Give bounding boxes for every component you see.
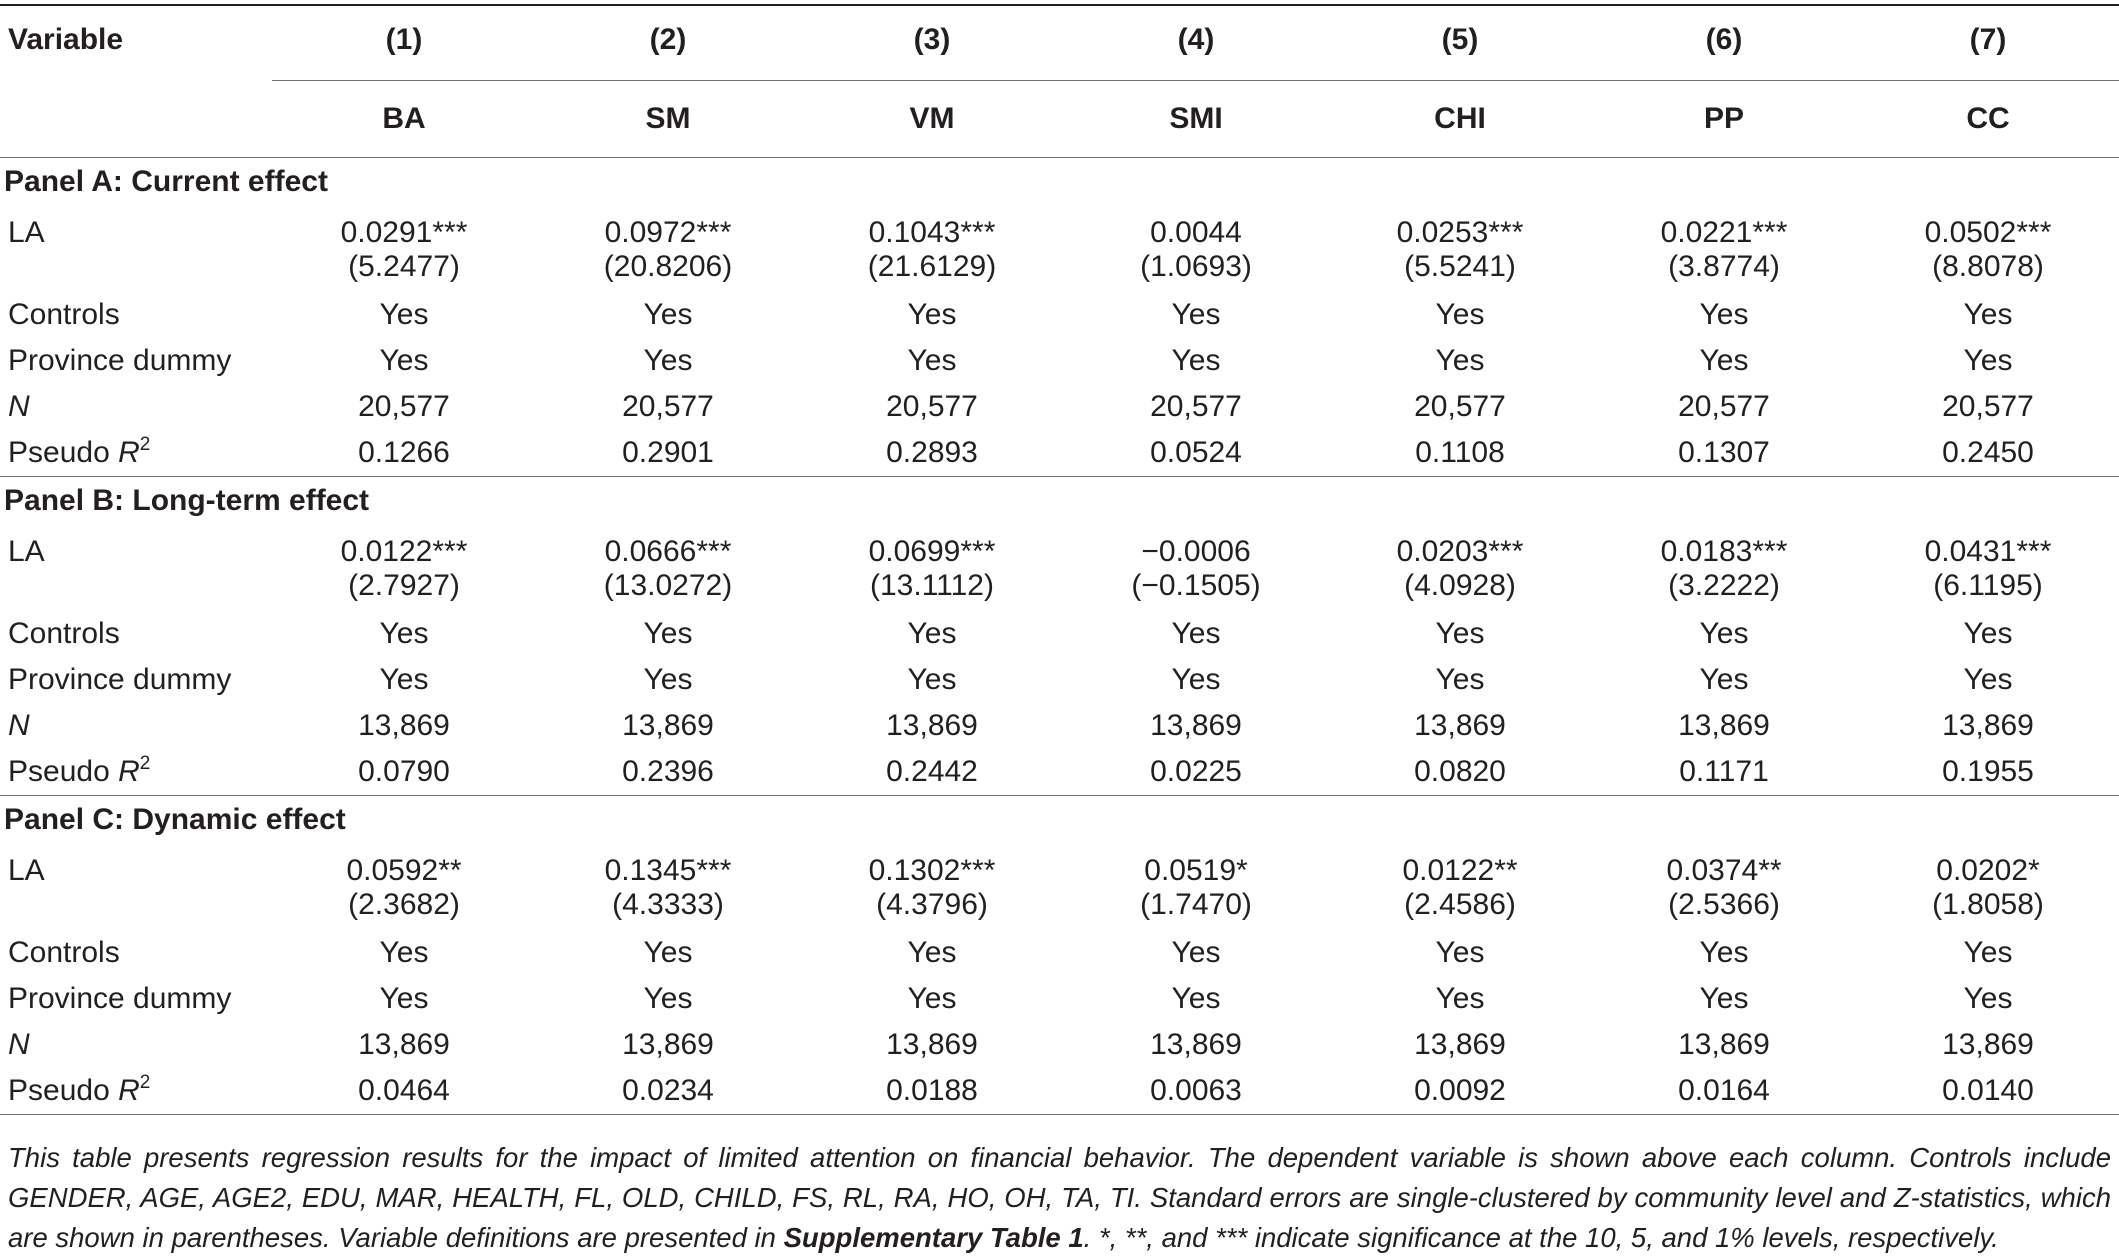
pseudo-r2-value: 0.0820	[1414, 755, 1506, 788]
table-row-zstat	[0, 888, 2119, 930]
province-value: Yes	[1699, 344, 1749, 377]
z-statistic: (2.5366)	[1668, 888, 1780, 921]
z-statistic: (4.3796)	[876, 888, 988, 921]
table-row-pseudo-r2	[0, 1068, 2119, 1115]
n-value: 13,869	[1942, 709, 2034, 742]
pseudo-r2-value: 0.1171	[1679, 755, 1769, 788]
pseudo-r2-value: 0.0234	[622, 1074, 714, 1107]
row-label-la: LA	[8, 854, 45, 887]
province-value: Yes	[907, 663, 957, 696]
controls-value: Yes	[379, 617, 429, 650]
row-label-province: Province dummy	[8, 344, 232, 377]
pseudo-r2-value: 0.2901	[622, 436, 714, 469]
n-value: 20,577	[622, 390, 714, 423]
r-symbol: R	[118, 436, 140, 469]
controls-value: Yes	[643, 298, 693, 331]
pseudo-r2-value: 0.0063	[1150, 1074, 1242, 1107]
la-coefficient: 0.1043***	[868, 216, 996, 249]
pseudo-label-text: Pseudo	[8, 755, 119, 788]
table-bottom-rule	[0, 1115, 2119, 1122]
province-value: Yes	[1171, 663, 1221, 696]
z-statistic: (2.3682)	[348, 888, 460, 921]
supplementary-table-link[interactable]: Supplementary Table 1	[783, 1222, 1084, 1253]
controls-value: Yes	[1435, 617, 1485, 650]
row-label-n: N	[8, 709, 30, 742]
n-value: 13,869	[622, 1028, 714, 1061]
pseudo-label-text: Pseudo	[8, 436, 119, 469]
province-value: Yes	[643, 344, 693, 377]
column-number: (6)	[1705, 23, 1743, 56]
n-value: 20,577	[1942, 390, 2034, 423]
la-coefficient: 0.0592**	[346, 854, 462, 887]
province-value: Yes	[1435, 982, 1485, 1015]
pseudo-r2-value: 0.0225	[1150, 755, 1242, 788]
controls-value: Yes	[1435, 936, 1485, 969]
z-statistic: (3.2222)	[1668, 569, 1780, 602]
z-statistic: (1.0693)	[1140, 250, 1252, 283]
bottom-rule-cell	[0, 1115, 2119, 1122]
la-coefficient: 0.0699***	[868, 535, 996, 568]
header-row-numbers	[0, 0, 2119, 81]
la-coefficient: −0.0006	[1141, 535, 1251, 568]
n-value: 13,869	[886, 709, 978, 742]
column-number: (1)	[385, 23, 423, 56]
n-value: 20,577	[1414, 390, 1506, 423]
controls-value: Yes	[379, 936, 429, 969]
column-number: (2)	[649, 23, 687, 56]
n-value: 13,869	[1678, 1028, 1770, 1061]
controls-value: Yes	[907, 936, 957, 969]
row-label-province: Province dummy	[8, 982, 232, 1015]
la-coefficient: 0.1345***	[604, 854, 732, 887]
controls-value: Yes	[1171, 298, 1221, 331]
panel-title-row	[0, 158, 2119, 207]
table-row-province	[0, 338, 2119, 384]
column-name: PP	[1592, 81, 1856, 158]
header-row-names	[0, 81, 2119, 158]
n-value: 13,869	[886, 1028, 978, 1061]
la-coefficient: 0.0202*	[1936, 854, 2040, 887]
province-value: Yes	[1435, 344, 1485, 377]
table-row-la	[0, 206, 2119, 250]
table-row-controls	[0, 611, 2119, 657]
n-value: 13,869	[1414, 709, 1506, 742]
controls-value: Yes	[1435, 298, 1485, 331]
la-coefficient: 0.0203***	[1396, 535, 1524, 568]
controls-value: Yes	[1963, 298, 2013, 331]
variable-header: Variable	[8, 23, 124, 57]
controls-value: Yes	[1699, 617, 1749, 650]
z-statistic: (−0.1505)	[1131, 569, 1261, 602]
la-coefficient: 0.0666***	[604, 535, 732, 568]
row-label-empty	[0, 569, 272, 611]
n-value: 13,869	[1942, 1028, 2034, 1061]
table-row-controls	[0, 292, 2119, 338]
province-value: Yes	[1963, 982, 2013, 1015]
controls-value: Yes	[1699, 936, 1749, 969]
column-name: BA	[272, 81, 536, 158]
z-statistic: (1.7470)	[1140, 888, 1252, 921]
row-label-pseudo-r2	[0, 430, 272, 477]
controls-value: Yes	[1963, 936, 2013, 969]
la-coefficient: 0.0519*	[1144, 854, 1248, 887]
column-number: (7)	[1969, 23, 2007, 56]
n-value: 13,869	[1414, 1028, 1506, 1061]
row-label-controls: Controls	[8, 298, 120, 331]
province-value: Yes	[907, 344, 957, 377]
province-value: Yes	[643, 982, 693, 1015]
province-value: Yes	[1963, 344, 2013, 377]
table-row-controls	[0, 930, 2119, 976]
province-value: Yes	[907, 982, 957, 1015]
la-coefficient: 0.0431***	[1924, 535, 2052, 568]
z-statistic: (1.8058)	[1932, 888, 2044, 921]
table-row-zstat	[0, 569, 2119, 611]
pseudo-r2-value: 0.2450	[1942, 436, 2034, 469]
panel-title: Panel A: Current effect	[0, 158, 2119, 207]
table-row-n	[0, 703, 2119, 749]
row-label-n: N	[8, 1028, 30, 1061]
province-value: Yes	[1699, 663, 1749, 696]
la-coefficient: 0.0221***	[1660, 216, 1788, 249]
table-row-province	[0, 657, 2119, 703]
column-name: VM	[800, 81, 1064, 158]
panel-title-row	[0, 796, 2119, 845]
panel-title-row	[0, 477, 2119, 526]
z-statistic: (13.0272)	[603, 569, 733, 602]
z-statistic: (6.1195)	[1933, 569, 2043, 602]
pseudo-r2-value: 0.1955	[1942, 755, 2034, 788]
la-coefficient: 0.0291***	[340, 216, 468, 249]
pseudo-r2-value: 0.2396	[622, 755, 714, 788]
pseudo-r2-value: 0.2442	[886, 755, 978, 788]
z-statistic: (4.0928)	[1404, 569, 1516, 602]
z-statistic: (4.3333)	[612, 888, 724, 921]
table-row-la	[0, 844, 2119, 888]
controls-value: Yes	[643, 617, 693, 650]
province-value: Yes	[379, 982, 429, 1015]
n-value: 13,869	[358, 709, 450, 742]
pseudo-r2-value: 0.0464	[358, 1074, 450, 1107]
controls-value: Yes	[379, 298, 429, 331]
controls-value: Yes	[907, 298, 957, 331]
controls-value: Yes	[1699, 298, 1749, 331]
panel-title: Panel C: Dynamic effect	[0, 796, 2119, 845]
r-symbol: R	[118, 1074, 140, 1107]
r-superscript: 2	[139, 1072, 151, 1093]
table-row-province	[0, 976, 2119, 1022]
pseudo-r2-value: 0.0790	[358, 755, 450, 788]
la-coefficient: 0.0183***	[1660, 535, 1788, 568]
province-value: Yes	[1435, 663, 1485, 696]
pseudo-r2-value: 0.0188	[886, 1074, 978, 1107]
la-coefficient: 0.0502***	[1924, 216, 2052, 249]
z-statistic: (13.1112)	[870, 569, 994, 602]
pseudo-r2-value: 0.1266	[358, 436, 450, 469]
row-label-controls: Controls	[8, 617, 120, 650]
la-coefficient: 0.0972***	[604, 216, 732, 249]
r-superscript: 2	[139, 753, 151, 774]
row-label-controls: Controls	[8, 936, 120, 969]
province-value: Yes	[643, 663, 693, 696]
n-value: 13,869	[358, 1028, 450, 1061]
la-coefficient: 0.0253***	[1396, 216, 1524, 249]
row-label-empty	[0, 888, 272, 930]
z-statistic: (2.7927)	[348, 569, 460, 602]
province-value: Yes	[1699, 982, 1749, 1015]
pseudo-r2-value: 0.2893	[886, 436, 978, 469]
n-value: 13,869	[622, 709, 714, 742]
province-value: Yes	[379, 663, 429, 696]
n-value: 13,869	[1150, 709, 1242, 742]
province-value: Yes	[1963, 663, 2013, 696]
controls-value: Yes	[1171, 617, 1221, 650]
table-row-n	[0, 1022, 2119, 1068]
la-coefficient: 0.0122**	[1402, 854, 1518, 887]
footnote-text-end: . *, **, and *** indicate significance at the 10, 5, and 1% levels, respectively.	[1083, 1222, 1999, 1253]
pseudo-r2-value: 0.1108	[1415, 436, 1505, 469]
row-label-province: Province dummy	[8, 663, 232, 696]
z-statistic: (21.6129)	[867, 250, 997, 283]
column-number: (5)	[1441, 23, 1479, 56]
r-symbol: R	[118, 755, 140, 788]
z-statistic: (2.4586)	[1404, 888, 1516, 921]
pseudo-r2-value: 0.0092	[1414, 1074, 1506, 1107]
column-number: (3)	[913, 23, 951, 56]
la-coefficient: 0.1302***	[868, 854, 996, 887]
la-coefficient: 0.0122***	[340, 535, 468, 568]
footnote-text: This table presents regression results for the impact of limited attention on financial behavior. The dependent variable is shown above each column. Controls include GENDER, AGE, AGE2, EDU, MAR, HEALTH, FL, OLD, CHILD, FS, RL, RA, HO, OH, TA, TI. Standard errors are single-clustered by community level and Z-statistics, which are shown in parentheses. Variable definitions are presented in	[8, 1142, 2111, 1253]
table-footnote	[8, 1138, 2111, 1258]
n-value: 20,577	[1150, 390, 1242, 423]
row-label-la: LA	[8, 535, 45, 568]
table-row-pseudo-r2	[0, 749, 2119, 796]
panel-title: Panel B: Long-term effect	[0, 477, 2119, 526]
province-value: Yes	[1171, 344, 1221, 377]
pseudo-r2-value: 0.0140	[1942, 1074, 2034, 1107]
column-name: SMI	[1064, 81, 1328, 158]
pseudo-r2-value: 0.0524	[1150, 436, 1242, 469]
pseudo-r2-value: 0.0164	[1678, 1074, 1770, 1107]
z-statistic: (20.8206)	[603, 250, 733, 283]
row-label-pseudo-r2	[0, 749, 272, 796]
la-coefficient: 0.0044	[1150, 216, 1242, 249]
column-name: CC	[1856, 81, 2119, 158]
controls-value: Yes	[1171, 936, 1221, 969]
n-value: 13,869	[1678, 709, 1770, 742]
row-label-la: LA	[8, 216, 45, 249]
controls-value: Yes	[643, 936, 693, 969]
column-number: (4)	[1177, 23, 1215, 56]
row-label-n: N	[8, 390, 30, 423]
n-value: 20,577	[358, 390, 450, 423]
r-superscript: 2	[139, 434, 151, 455]
column-name: SM	[536, 81, 800, 158]
pseudo-label-text: Pseudo	[8, 1074, 119, 1107]
province-value: Yes	[1171, 982, 1221, 1015]
n-value: 20,577	[886, 390, 978, 423]
table-row-pseudo-r2	[0, 430, 2119, 477]
table-row-la	[0, 525, 2119, 569]
z-statistic: (5.5241)	[1404, 250, 1516, 283]
z-statistic: (3.8774)	[1668, 250, 1780, 283]
province-value: Yes	[379, 344, 429, 377]
column-name: CHI	[1328, 81, 1592, 158]
table-row-n	[0, 384, 2119, 430]
la-coefficient: 0.0374**	[1666, 854, 1782, 887]
z-statistic: (5.2477)	[348, 250, 460, 283]
z-statistic: (8.8078)	[1932, 250, 2044, 283]
pseudo-r2-value: 0.1307	[1678, 436, 1770, 469]
row-label-pseudo-r2	[0, 1068, 272, 1115]
controls-value: Yes	[907, 617, 957, 650]
table-row-zstat	[0, 250, 2119, 292]
n-value: 20,577	[1678, 390, 1770, 423]
controls-value: Yes	[1963, 617, 2013, 650]
n-value: 13,869	[1150, 1028, 1242, 1061]
row-label-empty	[0, 250, 272, 292]
